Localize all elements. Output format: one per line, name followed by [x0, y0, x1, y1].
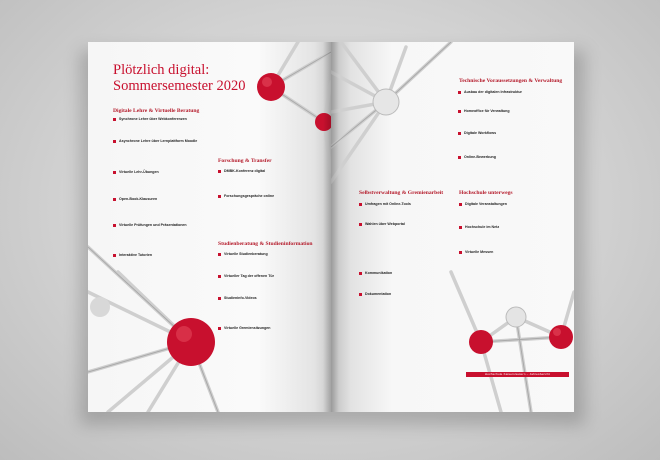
list-item: Dokumentation — [365, 292, 460, 297]
section-heading: Forschung & Transfer — [218, 158, 272, 164]
list-item: Studieninfo-Videos — [224, 296, 319, 301]
title-line-2: Sommersemester 2020 — [113, 78, 246, 94]
book-gutter — [323, 42, 339, 412]
list-item: Homeoffice für Verwaltung — [464, 109, 559, 114]
right-page — [331, 42, 574, 412]
list-item: Hochschule im Netz — [465, 225, 560, 230]
list-item: Virtuelle Prüfungen und Präsentationen — [119, 223, 214, 228]
list-item: DMBK-Konferenz digital — [224, 169, 319, 174]
list-item: Asynchrone Lehre über Lernplattform Moodle — [119, 139, 214, 144]
list-item: Virtuelle Messen — [465, 250, 560, 255]
list-item: Forschungsgespräche online — [224, 194, 319, 199]
section-heading: Digitale Lehre & Virtuelle Beratung — [113, 108, 200, 114]
title-line-1: Plötzlich digital: — [113, 62, 210, 78]
list-item: Kommunikation — [365, 271, 460, 276]
section-heading: Technische Voraussetzungen & Verwaltung — [459, 78, 563, 84]
list-item: Ausbau der digitalen Infrastruktur — [464, 90, 559, 95]
page-title — [113, 62, 253, 94]
list-item: Virtueller Tag der offenen Tür — [224, 274, 319, 279]
section-heading: Studienberatung & Studieninformation — [218, 241, 313, 247]
list-item: Digitale Workflows — [464, 131, 559, 136]
list-item: Online-Bewerbung — [464, 155, 559, 160]
section-heading: Selbstverwaltung & Gremienarbeit — [359, 190, 444, 196]
list-item: Open-Book-Klausuren — [119, 197, 214, 202]
footer-bar — [466, 372, 569, 377]
list-item: Digitale Veranstaltungen — [465, 202, 560, 207]
list-item: Umfragen mit Online-Tools — [365, 202, 460, 207]
list-item: Virtuelle Gremiensitzungen — [224, 326, 319, 331]
list-item: Wahlen über Webportal — [365, 222, 460, 227]
list-item: Virtuelle Lehr-Übungen — [119, 170, 214, 175]
section-heading: Hochschule unterwegs — [459, 190, 513, 196]
footer-text: Hochschule Kaiserslautern – Jahresbericht — [484, 372, 551, 376]
list-item: Interaktive Tutorien — [119, 253, 214, 258]
list-item: Synchrone Lehre über Webkonferenzen — [119, 117, 214, 122]
left-page — [88, 42, 331, 412]
list-item: Virtuelle Studienberatung — [224, 252, 319, 257]
